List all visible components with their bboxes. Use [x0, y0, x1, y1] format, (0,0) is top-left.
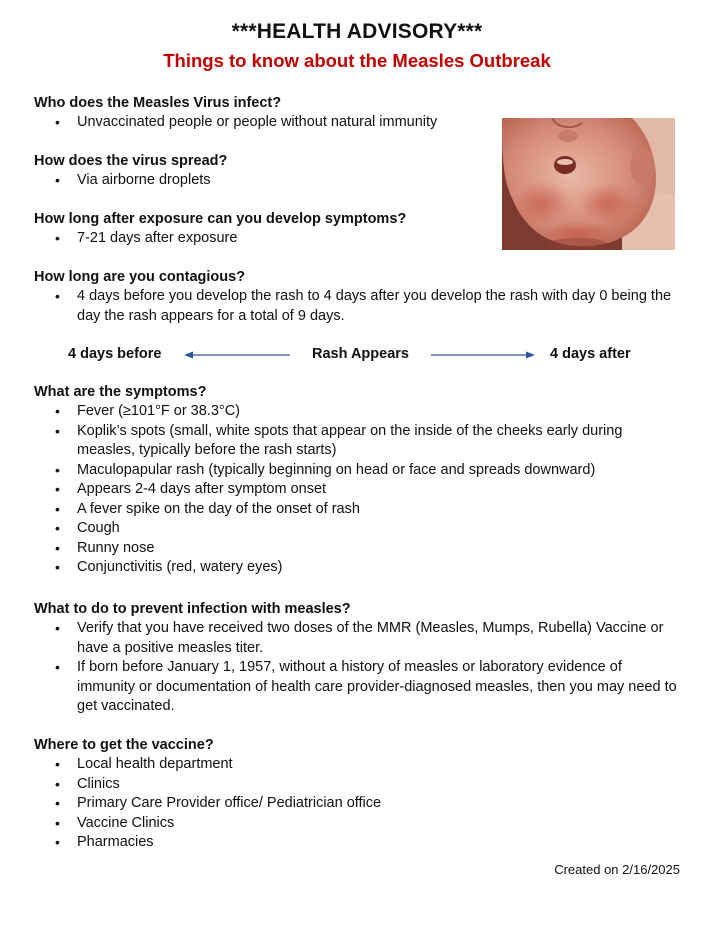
- list-item: • Verify that you have received two doses of the MMR (Measles, Mumps, Rubella) Vaccine or have a positive measles titer.: [34, 619, 680, 658]
- list-item: • Appears 2-4 days after symptom onset: [34, 480, 680, 500]
- section-question: What are the symptoms?: [34, 384, 207, 400]
- bullet-list: [34, 755, 680, 853]
- list-item: • 7-21 days after exposure: [34, 229, 680, 249]
- section-question: How long are you contagious?: [34, 269, 246, 285]
- list-item: • Maculopapular rash (typically beginning on head or face and spreads downward): [34, 461, 680, 481]
- timeline-center-label: Rash Appears: [312, 346, 409, 362]
- measles-child-photo: [502, 118, 675, 250]
- page-title: ***HEALTH ADVISORY***: [231, 20, 483, 43]
- created-date: Created on 2/16/2025: [554, 862, 680, 877]
- list-item: • Cough: [34, 519, 680, 539]
- section-prevention: [34, 600, 680, 717]
- list-item: • Clinics: [34, 775, 680, 795]
- contagious-timeline: [0, 344, 714, 366]
- section-question: How does the virus spread?: [34, 153, 228, 169]
- page-subtitle: Things to know about the Measles Outbreak: [163, 50, 551, 71]
- section-vaccine-locations: [34, 736, 680, 853]
- timeline-after-label: 4 days after: [550, 346, 631, 362]
- bullet-list: [34, 619, 680, 717]
- list-item: • Pharmacies: [34, 833, 680, 853]
- list-item: • Runny nose: [34, 539, 680, 559]
- list-item: • If born before January 1, 1957, without a history of measles or laboratory evidence of immunity or documentation of health care provider-diagnosed measles, then you may need to get vaccinated.: [34, 658, 680, 717]
- section-question: How long after exposure can you develop symptoms?: [34, 211, 407, 227]
- arrow-left-icon: [184, 349, 290, 361]
- arrow-right-icon: [431, 349, 535, 361]
- section-contagious: [34, 268, 680, 326]
- list-item: • Koplik’s spots (small, white spots that appear on the inside of the cheeks early during measles, typically before the rash starts): [34, 422, 680, 461]
- section-question: Where to get the vaccine?: [34, 737, 214, 753]
- list-item: • Conjunctivitis (red, watery eyes): [34, 558, 680, 578]
- list-item: • Fever (≥101°F or 38.3°C): [34, 402, 680, 422]
- list-item: • A fever spike on the day of the onset of rash: [34, 500, 680, 520]
- section-question: Who does the Measles Virus infect?: [34, 95, 282, 111]
- section-symptoms: [34, 383, 680, 578]
- timeline-before-label: 4 days before: [68, 346, 162, 362]
- list-item: • Vaccine Clinics: [34, 814, 680, 834]
- list-item: • Local health department: [34, 755, 680, 775]
- bullet-list: [34, 402, 680, 578]
- list-item: • Via airborne droplets: [34, 171, 680, 191]
- bullet-list: [34, 287, 680, 326]
- section-question: What to do to prevent infection with measles?: [34, 601, 351, 617]
- list-item: • Unvaccinated people or people without natural immunity: [34, 113, 680, 133]
- list-item: • 4 days before you develop the rash to 4 days after you develop the rash with day 0 being the day the rash appears for a total of 9 days.: [34, 287, 680, 326]
- list-item: • Primary Care Provider office/ Pediatrician office: [34, 794, 680, 814]
- child-rash-image: [502, 118, 675, 250]
